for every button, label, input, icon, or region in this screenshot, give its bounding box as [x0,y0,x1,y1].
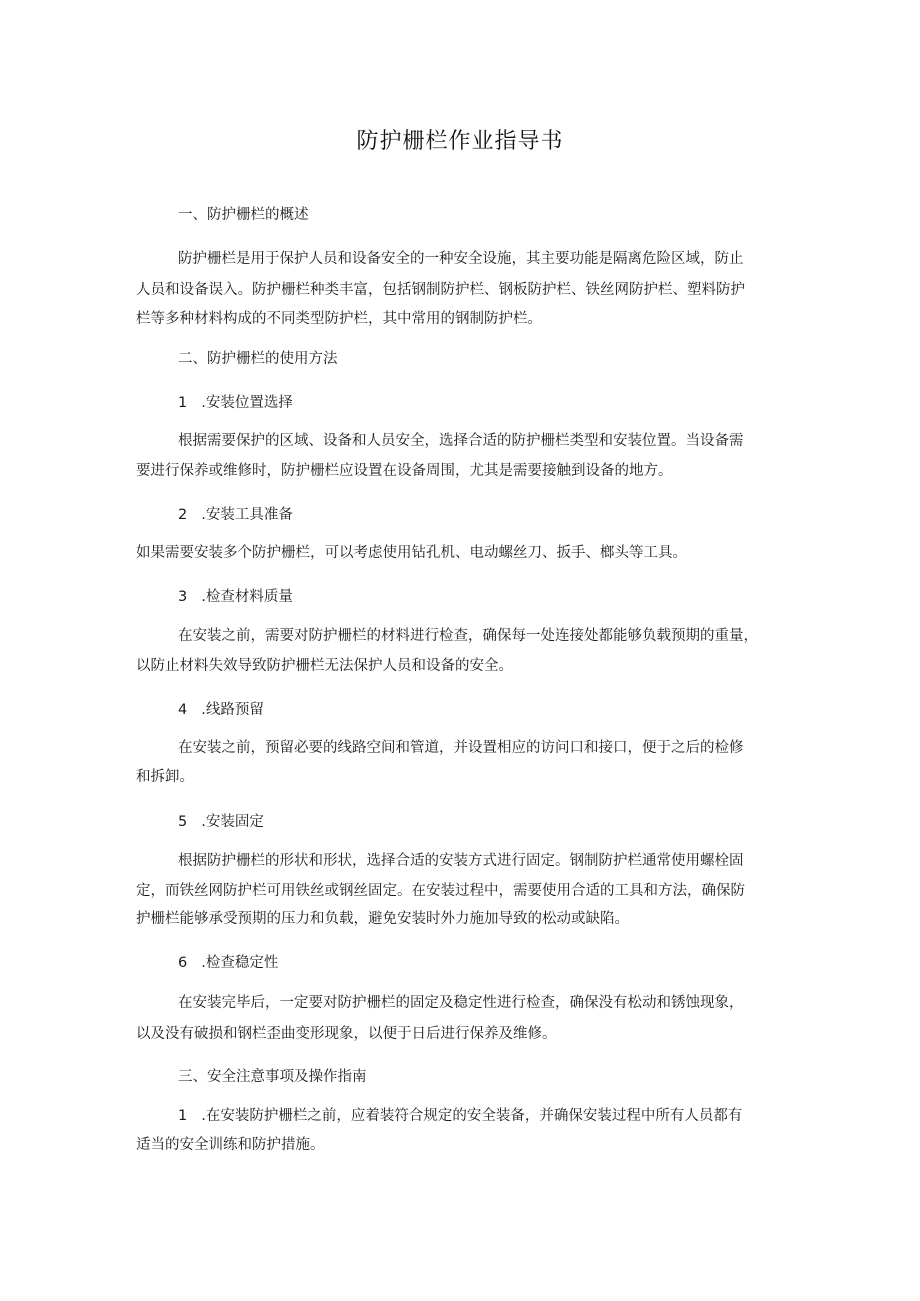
item-number: 4 [178,702,188,718]
paragraph-line: 要进行保养或维修时，防护栅栏应设置在设备周围，尤其是需要接触到设备的地方。 [136,463,673,479]
paragraph-line: 在安装完毕后，一定要对防护栅栏的固定及稳定性进行检查，确保没有松动和锈蚀现象， [178,995,744,1011]
item-number: 6 [178,955,188,971]
item-heading-wiring [178,700,264,720]
item-number: 5 [178,814,188,830]
safety-item-line [178,1106,742,1126]
paragraph-line: 根据防护栅栏的形状和形状，选择合适的安装方式进行固定。钢制防护栏通常使用螺栓固 [178,853,744,869]
paragraph-line: 在安装之前，需要对防护栅栏的材料进行检查，确保每一处连接处都能够负载预期的重量， [178,628,758,644]
item-text: .在安装防护栅栏之前，应着装符合规定的安全装备，并确保安装过程中所有人员都有 [201,1108,743,1124]
paragraph-line: 防护栅栏是用于保护人员和设备安全的一种安全设施，其主要功能是隔离危险区域，防止 [178,251,744,267]
item-heading-tools [178,505,293,525]
item-number: 3 [178,589,188,605]
paragraph-line: 栏等多种材料构成的不同类型防护栏，其中常用的钢制防护栏。 [136,311,542,327]
paragraph-line: 如果需要安装多个防护栅栏，可以考虑使用钻孔机、电动螺丝刀、扳手、榔头等工具。 [136,545,687,561]
section-heading-safety: 三、安全注意事项及操作指南 [178,1069,367,1085]
item-title: .安装固定 [201,814,264,830]
paragraph-line: 人员和设备误入。防护栅栏种类丰富，包括钢制防护栏、钢板防护栏、铁丝网防护栏、塑料防护 [136,282,745,298]
item-heading-fixing [178,812,264,832]
item-number: 2 [178,507,188,523]
item-number: 1 [178,395,188,411]
paragraph-line: 和拆卸。 [136,769,194,785]
section-heading-usage: 二、防护栅栏的使用方法 [178,351,338,367]
paragraph-line: 以及没有破损和钢栏歪曲变形现象，以便于日后进行保养及维修。 [136,1026,557,1042]
item-heading-stability [178,953,278,973]
paragraph-line: 根据需要保护的区域、设备和人员安全，选择合适的防护栅栏类型和安装位置。当设备需 [178,433,744,449]
item-heading-material-check [178,587,293,607]
section-heading-overview: 一、防护栅栏的概述 [178,207,309,223]
item-heading-install-location [178,393,293,413]
item-title: .线路预留 [201,702,264,718]
item-number: 1 [178,1108,188,1124]
item-title: .安装工具准备 [201,507,293,523]
paragraph-line: 以防止材料失效导致防护栅栏无法保护人员和设备的安全。 [136,658,513,674]
item-title: .检查材料质量 [201,589,293,605]
paragraph-line: 在安装之前，预留必要的线路空间和管道，并设置相应的访问口和接口，便于之后的检修 [178,740,744,756]
document-title: 防护栅栏作业指导书 [356,129,564,154]
item-title: .安装位置选择 [201,395,293,411]
item-title: .检查稳定性 [201,955,279,971]
paragraph-line: 定，而铁丝网防护栏可用铁丝或钢丝固定。在安装过程中，需要使用合适的工具和方法，确保防 [136,883,745,899]
paragraph-line: 适当的安全训练和防护措施。 [136,1137,325,1153]
paragraph-line: 护栅栏能够承受预期的压力和负载，避免安装时外力施加导致的松动或缺陷。 [136,911,629,927]
